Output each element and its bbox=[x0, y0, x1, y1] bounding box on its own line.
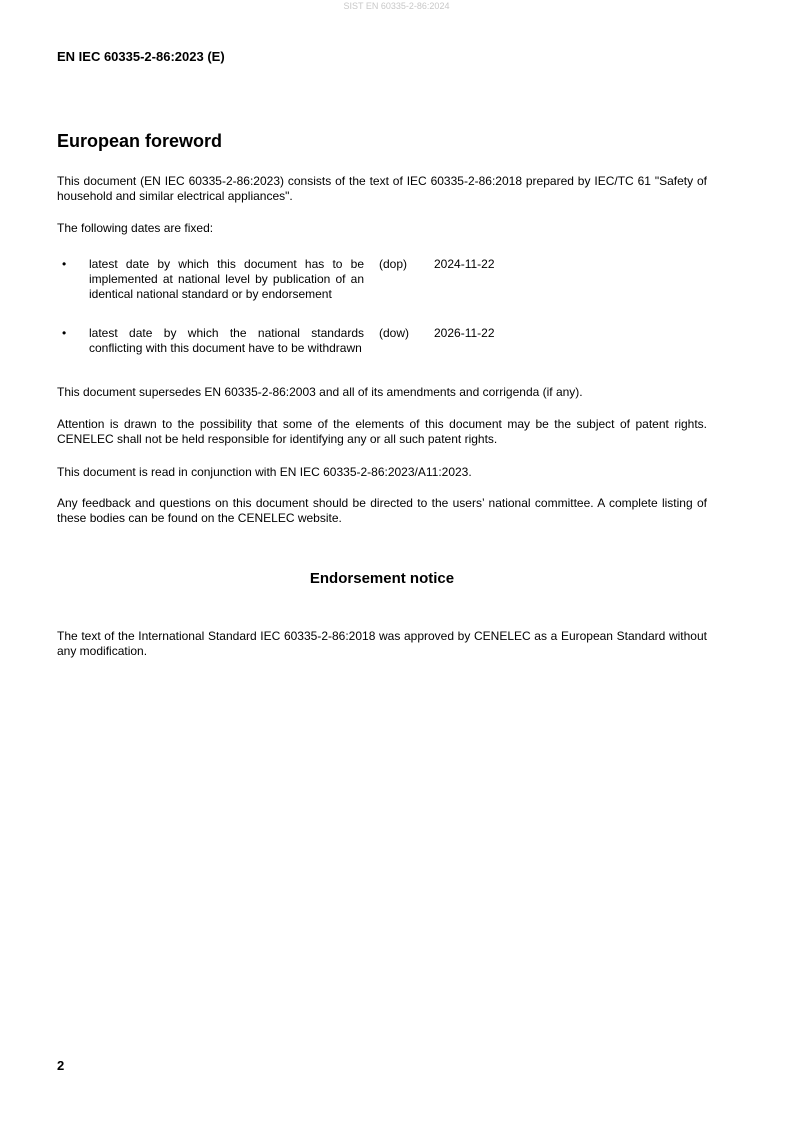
date-item-code: (dop) bbox=[379, 257, 408, 271]
bullet-icon: • bbox=[62, 257, 67, 271]
conjunction-paragraph: This document is read in conjunction with EN IEC 60335-2-86:2023/A11:2023. bbox=[57, 465, 472, 479]
supersedes-paragraph: This document supersedes EN 60335-2-86:2003 and all of its amendments and corrigenda (if any). bbox=[57, 385, 583, 399]
date-item-date: 2026-11-22 bbox=[434, 326, 495, 340]
foreword-title: European foreword bbox=[57, 131, 223, 151]
date-item-dow bbox=[57, 326, 707, 372]
date-item-date: 2024-11-22 bbox=[434, 257, 495, 271]
date-item-text: latest date by which this document has to be implemented at national level by publication of an identical national standard or by endorsement bbox=[89, 257, 364, 301]
endorsement-text: The text of the International Standard IEC 60335-2-86:2018 was approved by CENELEC as a European Standard without any modification. bbox=[57, 629, 707, 658]
endorsement-title: Endorsement notice bbox=[309, 570, 455, 587]
patent-paragraph: Attention is drawn to the possibility that some of the elements of this document may be the subject of patent rights. CENELEC shall not be held responsible for identifying any or all such patent rights. bbox=[57, 417, 707, 446]
page-number: 2 bbox=[57, 1058, 65, 1073]
foreword-intro: This document (EN IEC 60335-2-86:2023) consists of the text of IEC 60335-2-86:2018 prepared by IEC/TC 61 "Safety of household and similar electrical appliances". bbox=[57, 174, 707, 203]
bullet-icon: • bbox=[62, 326, 67, 340]
date-item-text: latest date by which the national standards conflicting with this document have to be withdrawn bbox=[89, 326, 364, 355]
watermark: SIST EN 60335-2-86:2024 bbox=[343, 1, 450, 11]
dates-intro: The following dates are fixed: bbox=[57, 221, 214, 235]
feedback-paragraph: Any feedback and questions on this document should be directed to the users’ national committee. A complete listing of these bodies can be found on the CENELEC website. bbox=[57, 496, 707, 525]
document-identifier: EN IEC 60335-2-86:2023 (E) bbox=[57, 49, 225, 64]
date-item-dop bbox=[57, 257, 707, 319]
date-item-code: (dow) bbox=[379, 326, 410, 340]
